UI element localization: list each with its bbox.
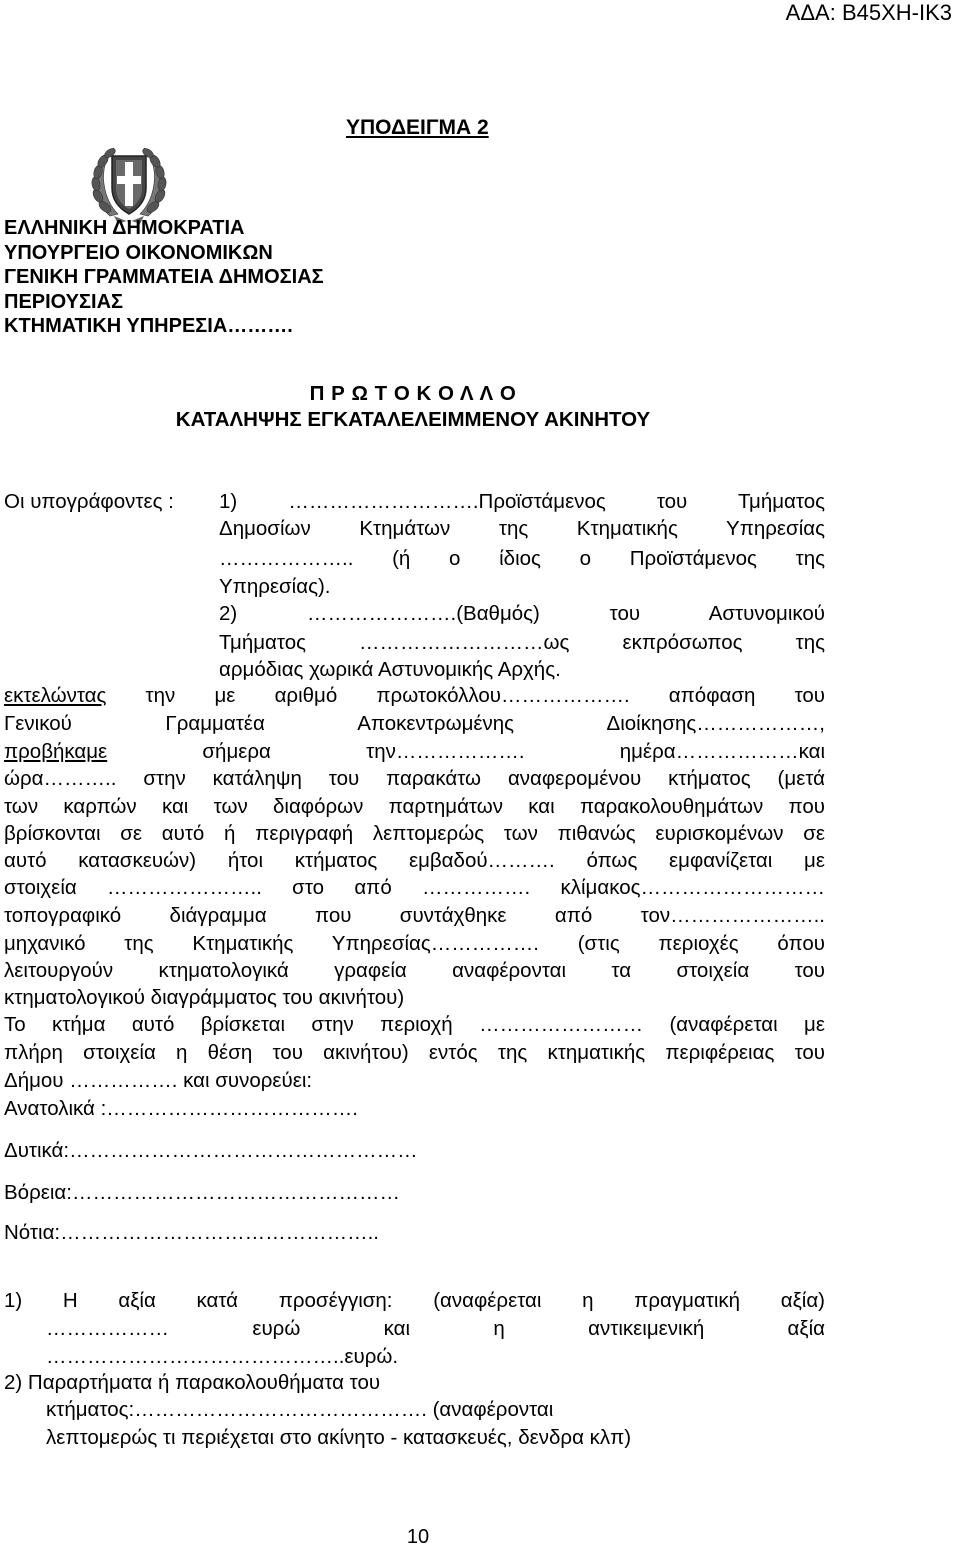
body-line: ώρα……….. στην κατάληψη του παρακάτω αναφερομένου κτήματος (μετά (4, 767, 825, 790)
item-2-line: 2) Παραρτήματα ή παρακολουθήματα του (4, 1371, 381, 1394)
body-line: Το κτήμα αυτό βρίσκεται στην περιοχή …………………… (αναφέρεται με (4, 1013, 825, 1036)
border-west: Δυτικά:…………………………………………… (4, 1139, 418, 1162)
sample-title: ΥΠΟΔΕΙΓΜΑ 2 (346, 116, 489, 139)
body-line: Γενικού Γραμματέα Αποκεντρωμένης Διοίκησης………………, (4, 712, 825, 735)
document-title-line2: ΚΑΤΑΛΗΨΗΣ ΕΓΚΑΤΑΛΕΛΕΙΜΜΕΝΟΥ ΑΚΙΝΗΤΟΥ (175, 408, 651, 431)
header-line: ΚΤΗΜΑΤΙΚΗ ΥΠΗΡΕΣΙΑ………. (4, 315, 293, 337)
body-line (4, 739, 825, 765)
signatories-label: Οι υπογράφοντες : (4, 490, 174, 513)
body-line: κτηματολογικού διαγράμματος του ακινήτου) (4, 986, 405, 1009)
item-2-line: λεπτομερώς τι περιέχεται στο ακίνητο - κατασκευές, δενδρα κλπ) (46, 1426, 632, 1449)
border-south: Νότια:……………………………………….. (4, 1221, 380, 1244)
signatory-2-line: Τμήματος ………………………ως εκπρόσωπος της (219, 631, 825, 654)
item-2-line: κτήματος:……………………………………. (αναφέρονται (46, 1398, 554, 1421)
body-line (4, 683, 825, 709)
page-number: 10 (406, 1526, 430, 1548)
signatory-2-line: 2) ………………….(Βαθμός) του Αστυνομικού (219, 602, 825, 625)
header-line: ΠΕΡΙΟΥΣΙΑΣ (4, 290, 124, 313)
item-1-line: 1) Η αξία κατά προσέγγιση: (αναφέρεται η πραγματική αξία) (4, 1289, 825, 1312)
body-text: την με αριθμό πρωτοκόλλου………………. απόφαση του (145, 684, 825, 707)
header-line: ΥΠΟΥΡΓΕΙΟ ΟΙΚΟΝΟΜΙΚΩΝ (4, 241, 273, 264)
issuer-header (4, 216, 324, 339)
body-text: σήμερα την………………. ημέρα………………και (202, 740, 825, 763)
body-line: αυτό κατασκευών) ήτοι κτήματος εμβαδού………. όπως εμφανίζεται με (4, 849, 825, 872)
greek-coat-of-arms-icon (88, 140, 170, 226)
body-line: τοπογραφικό διάγραμμα που συντάχθηκε από τον………………….. (4, 904, 825, 927)
body-line: μηχανικό της Κτηματικής Υπηρεσίας……………. (στις περιοχές όπου (4, 932, 825, 955)
signatory-1-line: Υπηρεσίας). (219, 575, 331, 598)
body-line: πλήρη στοιχεία η θέση του ακινήτου) εντός της κτηματικής περιφέρειας του (4, 1041, 825, 1064)
ada-code: ΑΔΑ: Β45ΧΗ-ΙΚ3 (785, 0, 952, 25)
document-title-line1: Π Ρ Ω Τ Ο Κ Ο Λ Λ Ο (309, 382, 517, 405)
header-line: ΓΕΝΙΚΗ ΓΡΑΜΜΑΤΕΙΑ ΔΗΜΟΣΙΑΣ (4, 266, 324, 288)
body-line: Δήμου ……………. και συνορεύει: (4, 1069, 313, 1092)
signatory-1-line: Δημοσίων Κτημάτων της Κτηματικής Υπηρεσίας (219, 517, 825, 540)
border-east: Ανατολικά :………………………………. (4, 1097, 358, 1120)
header-line: ΕΛΛΗΝΙΚΗ ΔΗΜΟΚΡΑΤΙΑ (4, 217, 245, 239)
item-1-line: ……………… ευρώ και η αντικειμενική αξία (46, 1317, 825, 1340)
body-line: στοιχεία ………………….. στο από ……………. κλίμακος……………………… (4, 876, 825, 899)
body-underlined-word: εκτελώντας (4, 684, 107, 707)
body-underlined-word: προβήκαμε (4, 740, 108, 763)
signatory-1-line: ……………….. (ή ο ίδιος ο Προϊστάμενος της (219, 547, 825, 570)
body-line: λειτουργούν κτηματολογικά γραφεία αναφέρονται τα στοιχεία του (4, 959, 825, 982)
border-north: Βόρεια:………………………………………… (4, 1181, 400, 1204)
signatory-1-line: 1) ……………………….Προϊστάμενος του Τμήματος (219, 490, 825, 513)
item-1-line: ……………………………………..ευρώ. (46, 1345, 399, 1368)
body-line: βρίσκονται σε αυτό ή περιγραφή λεπτομερώς των πιθανώς ευρισκομένων σε (4, 822, 825, 845)
body-line: των καρπών και των διαφόρων παρτημάτων και παρακολουθημάτων που (4, 795, 825, 818)
signatory-2-line: αρμόδιας χωρικά Αστυνομικής Αρχής. (219, 658, 561, 681)
